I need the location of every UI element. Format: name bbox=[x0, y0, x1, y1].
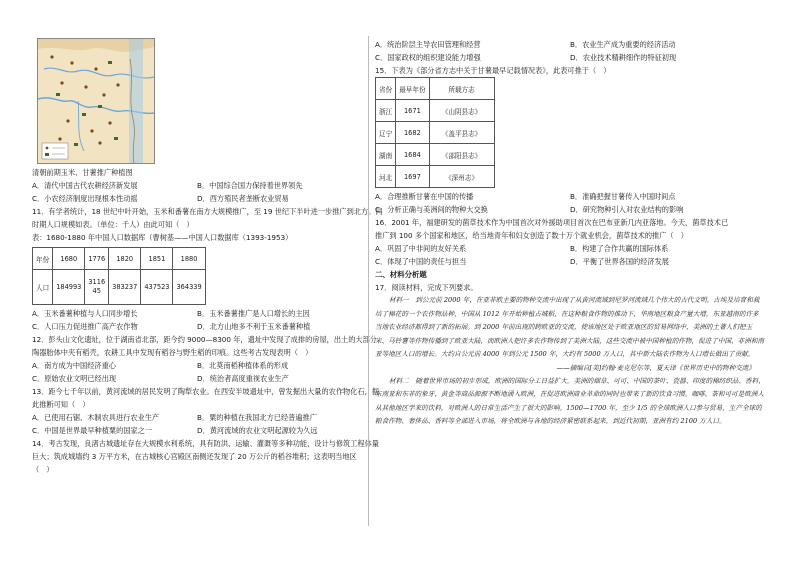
q12-option-a[interactable]: A．南方成为中国经济重心 bbox=[32, 361, 116, 370]
q11-options-row2 bbox=[32, 320, 362, 333]
table-cell: 《山阴县志》 bbox=[429, 100, 494, 122]
q16-stem-line2: 推广到 100 多个国家和地区，给当地青年和妇女创造了数十万个就业机会，菌草技术的推广（ ） bbox=[375, 231, 688, 240]
table-cell: 河北 bbox=[376, 166, 396, 188]
sweet-potato-table-wrap bbox=[375, 77, 765, 188]
q16-options-row1 bbox=[375, 242, 765, 255]
table-cell: 1880 bbox=[173, 248, 205, 270]
q15-options-row1 bbox=[375, 190, 765, 203]
population-table-wrap bbox=[32, 247, 362, 305]
material-one-source: ——摘编自[美]约翰·麦克尼尔等，夏天译《世界历史中的物种交流》 bbox=[556, 363, 755, 372]
q12-option-d[interactable]: D．统治者高度重视农业生产 bbox=[197, 374, 289, 383]
map-caption: 清朝前期玉米、甘薯推广种植图 bbox=[32, 168, 133, 177]
table-cell: 1684 bbox=[396, 144, 429, 166]
population-table bbox=[32, 247, 206, 305]
q14-option-d[interactable]: D．农业技术精耕细作的特征初现 bbox=[570, 53, 677, 62]
q14-options-row1 bbox=[375, 38, 765, 51]
left-column bbox=[32, 38, 383, 476]
q12-options-row2 bbox=[32, 372, 362, 385]
q16-option-c[interactable]: C．体现了中国的责任与担当 bbox=[375, 257, 467, 266]
table-row bbox=[376, 166, 495, 188]
q10-options-row2 bbox=[32, 192, 362, 205]
table-cell: 人口 bbox=[33, 270, 53, 305]
table-cell: 311645 bbox=[85, 270, 109, 305]
q11-stem-line1: 11．有学者统计，18 世纪中叶开始，玉米和番薯在南方大规模推广，至 19 世纪下半叶进一步推广到北方。同 bbox=[32, 207, 383, 216]
q15-option-d[interactable]: D．研究物种引入对农业结构的影响 bbox=[570, 205, 684, 214]
map-illustration bbox=[38, 39, 154, 163]
table-row bbox=[376, 144, 495, 166]
q13-options-row2 bbox=[32, 424, 362, 437]
table-row bbox=[376, 100, 495, 122]
q14-option-a[interactable]: A．统治阶层主导农田管理和经营 bbox=[375, 40, 481, 49]
map-figure bbox=[37, 38, 155, 164]
q15-option-c[interactable]: C．分析正确与美洲间的物种大交换 bbox=[375, 205, 488, 214]
q14-option-c[interactable]: C．国家政权的组织建设能力增强 bbox=[375, 53, 481, 62]
q13-option-a[interactable]: A．已使用石锯、木制农具进行农业生产 bbox=[32, 413, 160, 422]
table-cell: 1776 bbox=[85, 248, 109, 270]
q14-stem-line1: 14．考古发现，良渚古城遗址存在大规模水利系统，具有防洪、运输、灌溉等多种功能，设计与修筑工程体量 bbox=[32, 439, 379, 448]
q15-option-b[interactable]: B．准确把握甘薯传入中国时间点 bbox=[570, 192, 676, 201]
q16-option-d[interactable]: D．平衡了世界各国的经济发展 bbox=[570, 257, 669, 266]
q10-option-c[interactable]: C．小农经济制度出现根本性动摇 bbox=[32, 194, 138, 203]
q16-option-b[interactable]: B．构建了合作共赢的国际体系 bbox=[570, 244, 669, 253]
q14-option-b[interactable]: B．农业生产成为重要的经济活动 bbox=[570, 40, 676, 49]
q10-option-a[interactable]: A．清代中国古代农耕经济新发展 bbox=[32, 181, 138, 190]
table-row bbox=[33, 248, 206, 270]
table-cell: 383237 bbox=[109, 270, 141, 305]
table-cell: 浙江 bbox=[376, 100, 396, 122]
q11-option-a[interactable]: A．玉米番薯种植与人口同步增长 bbox=[32, 309, 138, 318]
table-cell: 364339 bbox=[173, 270, 205, 305]
q11-stem-line2: 时期人口规模如表。（单位：千人）由此可知（ ） bbox=[32, 220, 194, 229]
table-cell: 184993 bbox=[53, 270, 85, 305]
q13-option-d[interactable]: D．黄河流域的农业文明起源较为久远 bbox=[197, 426, 318, 435]
q15-options-row2 bbox=[375, 203, 765, 216]
right-column bbox=[375, 38, 765, 429]
q16-options-row2 bbox=[375, 255, 765, 268]
table-cell: 1697 bbox=[396, 166, 429, 188]
q13-option-c[interactable]: C．中国是世界最早种植粟的国家之一 bbox=[32, 426, 153, 435]
table-header-cell: 所载方志 bbox=[429, 78, 494, 100]
q11-table-caption: 表：1680-1880 年中国人口数据库（曹树基——中国人口数据库（1393-1953） bbox=[32, 233, 293, 242]
table-cell: 《盖平县志》 bbox=[429, 122, 494, 144]
q13-stem-line2: 此推断可知（ ） bbox=[32, 400, 90, 409]
q12-option-c[interactable]: C．原始农业文明已经出现 bbox=[32, 374, 117, 383]
table-header-cell: 省份 bbox=[376, 78, 396, 100]
q16-stem-line1: 16．2001 年，福建研发的菌草技术作为中国首次对外援助项目首次在巴布亚新几内亚落地。今天，菌草技术已 bbox=[375, 218, 729, 227]
table-cell: 湖南 bbox=[376, 144, 396, 166]
q12-stem-line1: 12．彭头山文化遗址，位于湖南省北部，距今约 9000—8300 年，遗址中发现了成排的房屋，出土的大部分 bbox=[32, 335, 377, 344]
q16-option-a[interactable]: A．巩固了中非间的友好关系 bbox=[375, 244, 467, 253]
q11-option-c[interactable]: C．人口压力促进推广高产农作物 bbox=[32, 322, 138, 331]
q13-option-b[interactable]: B．粟的种植在我国北方已经普遍推广 bbox=[197, 413, 317, 422]
q14-stem-line3: （ ） bbox=[32, 465, 54, 474]
table-row bbox=[376, 78, 495, 100]
q11-options-row1 bbox=[32, 307, 362, 320]
q12-stem-line2: 陶器胎体中夹有稻壳，农耕工具中发现有稻谷与野生稻的印痕。这些考古发现表明（ ） bbox=[32, 348, 313, 357]
table-cell: 1671 bbox=[396, 100, 429, 122]
table-cell: 1851 bbox=[141, 248, 173, 270]
table-cell: 1680 bbox=[53, 248, 85, 270]
q13-options-row1 bbox=[32, 411, 362, 424]
sweet-potato-table bbox=[375, 77, 495, 188]
table-row bbox=[376, 122, 495, 144]
table-cell: 1820 bbox=[109, 248, 141, 270]
table-cell: 辽宁 bbox=[376, 122, 396, 144]
table-cell: 437523 bbox=[141, 270, 173, 305]
table-cell: 《深州志》 bbox=[429, 166, 494, 188]
q11-option-b[interactable]: B．玉米番薯推广是人口增长的主因 bbox=[197, 309, 310, 318]
q14-options-row2 bbox=[375, 51, 765, 64]
table-row bbox=[33, 270, 206, 305]
q10-options-row1 bbox=[32, 179, 362, 192]
q10-option-b[interactable]: B．中国综合国力保持着世界领先 bbox=[197, 181, 303, 190]
section-heading: 二、材料分析题 bbox=[375, 270, 427, 279]
material-one: 材料一 到公元前 2000 年，在亚非欧主要的物种交流中出现了从黄河流域到尼罗河流域几个伟大的古代文明。古埃及培育和栽培了棉花的一个农作物品种，中国从 1012 年开始种植占城稻，在这种粮食作物的推动下，华南地区粮食产量大增，东亚越南的许多当地农业经济都得到了新的拓展。到 2000 年前出现的跨欧亚的交流，使该地区处于欧亚地区的贸易网络中，美洲的土著人们把玉米、马铃薯等作物传播到了欧亚大陆，而欧洲人把许多农作物传到了美洲大陆，这些交流中被中国种植的作物，促进了中国、非洲和南亚等地区人口的增长。大约自公元前 4000 年到公元 1500 年，大约有 5000 万人口，其中新大陆农作物为人口增长做出了贡献。 bbox=[375, 296, 765, 358]
column-divider bbox=[368, 36, 369, 526]
q10-option-d[interactable]: D．西方殖民者垄断农业贸易 bbox=[197, 194, 289, 203]
material-two: 材料二 随着世界市场的初步形成，欧洲的国际分工日益扩大。美洲的烟草、可可、中国的茶叶、瓷器、印度的棉纺织品、香料，东南亚和东非的象牙、黄金等商品源源不断地涌入欧洲，在促进欧洲商业革命的同时也带来了新的饮食习惯。咖啡、茶和可可是欧洲人从其他地区学来的饮料，对欧洲人的日常生活产生了很大的影响。1500—1700 年，至少 1/5 的全球欧洲人口参与贸易，生产全球的粮食作物、奢侈品、香料等全部进入市场，将全欧洲与各地的经济紧密联系起来，到近代初期，亚洲有约 2100 万人口。 bbox=[375, 376, 765, 425]
q12-options-row1 bbox=[32, 359, 362, 372]
q15-stem: 15．下表为《部分省方志中关于甘薯最早记载情况表》，此表可推于（ ） bbox=[375, 66, 611, 75]
table-cell: 年份 bbox=[33, 248, 53, 270]
q12-option-b[interactable]: B．北莫南稻种植体系的形成 bbox=[197, 361, 289, 370]
table-cell: 《邵阳县志》 bbox=[429, 144, 494, 166]
q17-stem: 17．阅读材料，完成下列要求。 bbox=[375, 283, 478, 292]
q11-option-d[interactable]: D．北方山地多不利于玉米番薯种植 bbox=[197, 322, 311, 331]
table-cell: 1682 bbox=[396, 122, 429, 144]
table-header-cell: 最早年份 bbox=[396, 78, 429, 100]
q14-stem-line2: 巨大；筑成城墙约 3 万平方米，在古城核心宫殿区南侧还发现了 20 万公斤的稻谷堆积；这表明当地区 bbox=[32, 452, 357, 461]
q15-option-a[interactable]: A．合理推断甘薯在中国的传播 bbox=[375, 192, 474, 201]
q13-stem-line1: 13．距今七千年以前，黄河流域的居民发明了陶犁农业。在西安半坡遗址中，曾发掘出大量的农作物化石，据 bbox=[32, 387, 379, 396]
